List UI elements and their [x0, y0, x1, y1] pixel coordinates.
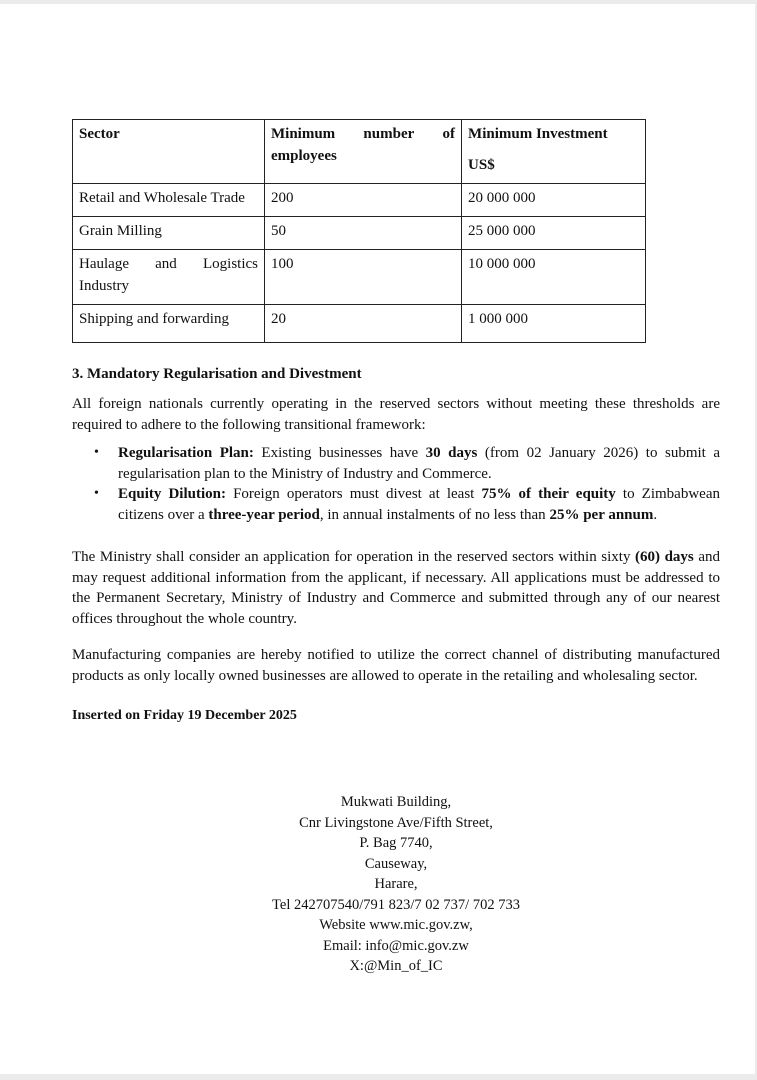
bullet-icon: •	[94, 445, 99, 460]
framework-list	[72, 443, 720, 525]
address-line: Mukwati Building,	[340, 794, 452, 810]
intro-paragraph: All foreign nationals currently operating in the reserved sectors without meeting these thresholds are required to adhere to the following transitional framework:	[72, 396, 720, 433]
application-paragraph: The Ministry shall consider an application for operation in the reserved sectors within sixty (60) days and may request additional information from the applicant, if necessary. All applications must be addressed to the Permanent Secretary, Ministry of Industry and Commerce and submitted through any of our nearest offices throughout the whole country.	[72, 549, 720, 627]
social-handle-line: X:@Min_of_IC	[349, 958, 443, 974]
header-min-employees: Minimum number of employees	[265, 120, 462, 184]
email-line: Email: info@mic.gov.zw	[323, 937, 469, 954]
document-body	[72, 119, 720, 726]
investment-cell: 25 000 000	[462, 217, 646, 250]
list-item-regularisation-plan: • Regularisation Plan: Existing businesses have 30 days (from 02 January 2026) to submit a regularisation plan to the Ministry of Industry and Commerce.	[94, 445, 721, 482]
sector-cell: Haulage and Logistics Industry	[73, 250, 265, 305]
employees-cell: 50	[265, 217, 462, 250]
website-line: Website www.mic.gov.zw,	[319, 917, 473, 933]
address-line: Cnr Livingstone Ave/Fifth Street,	[299, 814, 493, 831]
employees-cell: 20	[265, 305, 462, 343]
section-heading: 3. Mandatory Regularisation and Divestment	[72, 366, 362, 382]
bullet-icon: •	[94, 486, 99, 501]
ministry-address-block	[0, 792, 757, 977]
address-line: P. Bag 7740,	[359, 835, 433, 851]
employees-cell: 100	[265, 250, 462, 305]
investment-cell: 10 000 000	[462, 250, 646, 305]
investment-cell: 20 000 000	[462, 184, 646, 217]
manufacturing-paragraph: Manufacturing companies are hereby notified to utilize the correct channel of distributing manufactured products as only locally owned businesses are allowed to operate in the retailing and wholesaling sector.	[72, 647, 720, 684]
sector-threshold-table	[72, 119, 646, 343]
table-header-row	[73, 120, 646, 184]
document-page	[0, 4, 755, 1074]
inserted-date: Inserted on Friday 19 December 2025	[72, 708, 297, 723]
header-min-investment: Minimum Investment US$	[462, 120, 646, 184]
employees-cell: 200	[265, 184, 462, 217]
telephone-line: Tel 242707540/791 823/7 02 737/ 702 733	[272, 896, 520, 913]
table-row	[73, 217, 646, 250]
table-row	[73, 250, 646, 305]
investment-cell: 1 000 000	[462, 305, 646, 343]
sector-cell: Grain Milling	[73, 217, 265, 250]
header-sector: Sector	[73, 120, 265, 184]
sector-cell: Retail and Wholesale Trade	[73, 184, 265, 217]
sector-cell: Shipping and forwarding	[73, 305, 265, 343]
list-item-equity-dilution: • Equity Dilution: Foreign operators must divest at least 75% of their equity to Zimbabwean citizens over a three-year period, in annual instalments of no less than 25% per annum.	[94, 486, 720, 523]
address-line: Causeway,	[364, 855, 428, 872]
table-row	[73, 305, 646, 343]
address-line: Harare,	[374, 876, 418, 892]
table-row	[73, 184, 646, 217]
